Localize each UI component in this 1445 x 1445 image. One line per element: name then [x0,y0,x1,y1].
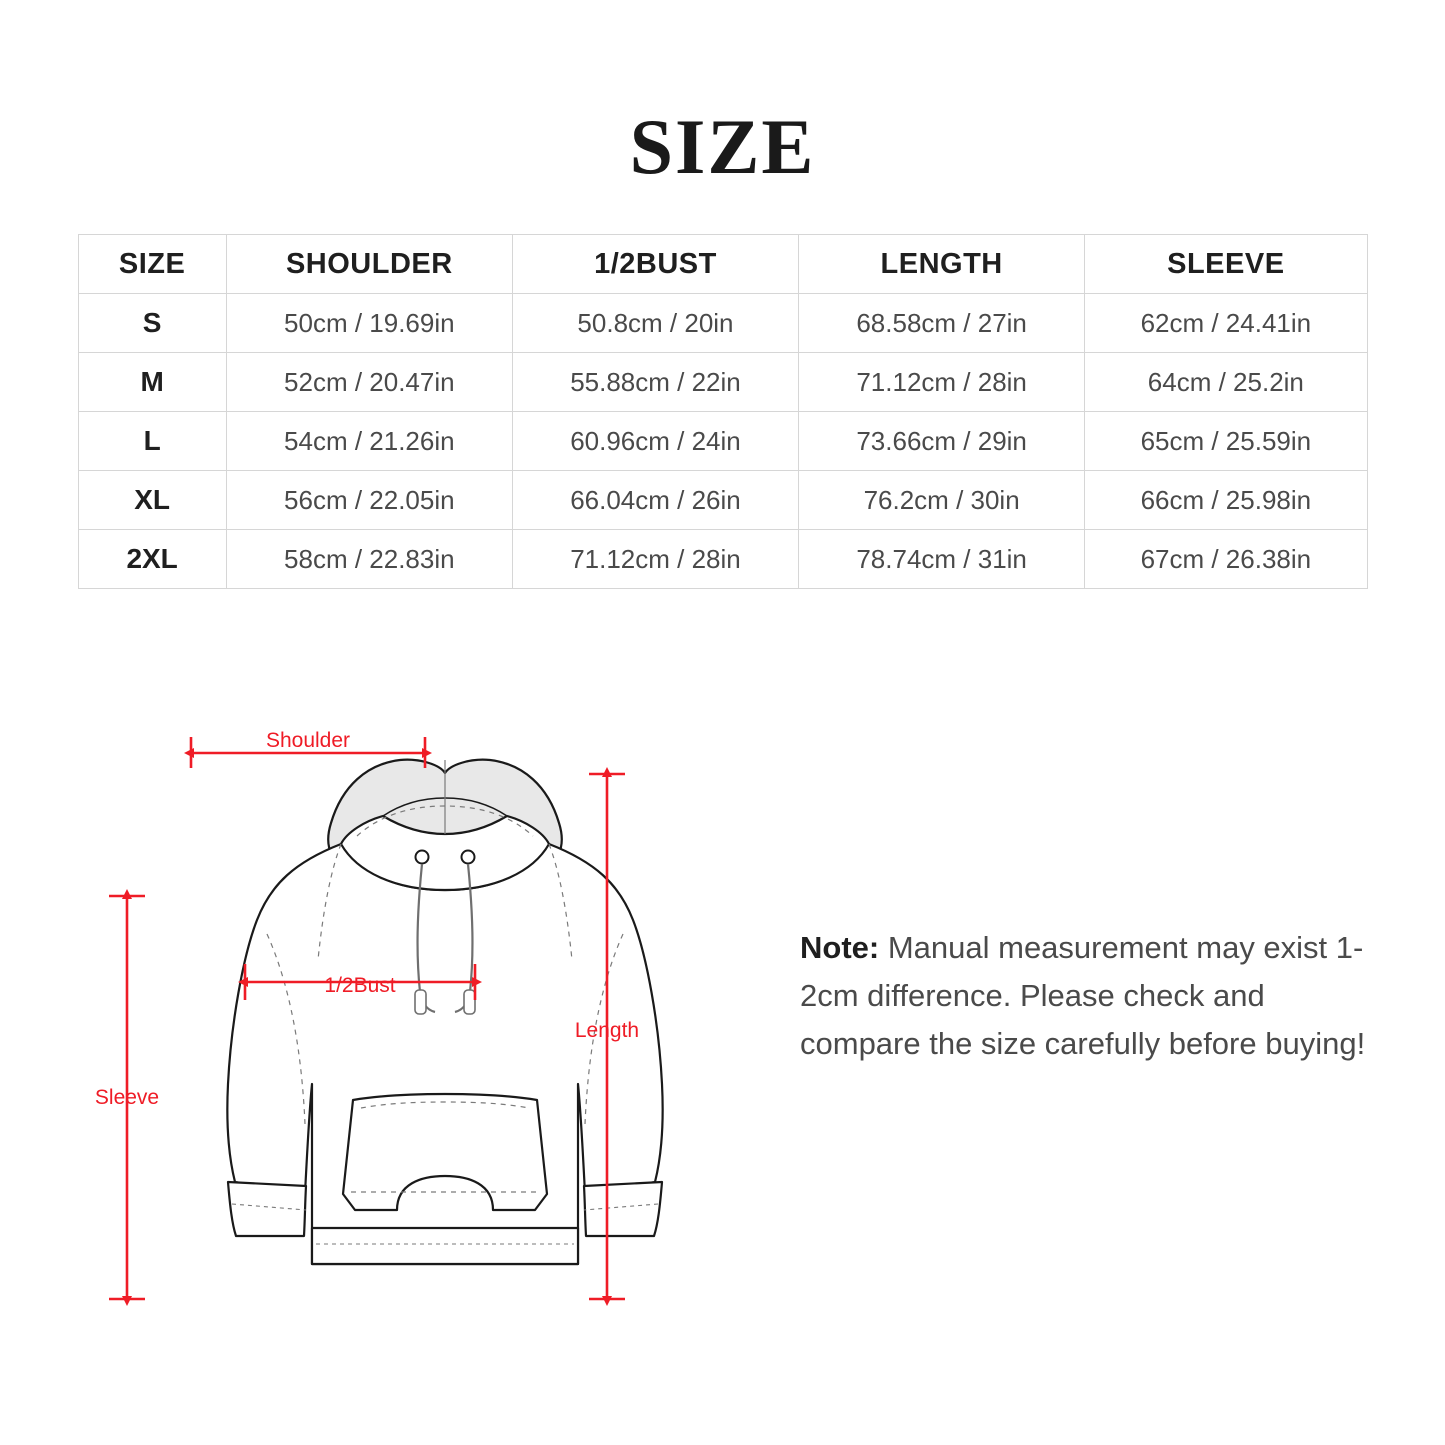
cell-size: XL [78,471,226,530]
cell-bust: 50.8cm / 20in [512,294,798,353]
size-chart-table [78,234,1368,589]
page-title: SIZE [629,103,816,190]
column-header-shoulder: SHOULDER [226,235,512,294]
cell-size: M [78,353,226,412]
table-row [78,353,1367,412]
cell-shoulder: 58cm / 22.83in [226,530,512,589]
cell-shoulder: 52cm / 20.47in [226,353,512,412]
column-header-bust: 1/2BUST [512,235,798,294]
note-text: Manual measurement may exist 1-2cm difference. Please check and compare the size carefully before buying! [800,930,1366,1062]
cell-length: 68.58cm / 27in [799,294,1085,353]
column-header-size: SIZE [78,235,226,294]
cell-size: 2XL [78,530,226,589]
shoulder-label: Shoulder [265,729,351,752]
size-table-container [78,186,1368,589]
measurement-section [0,669,1445,1349]
cell-shoulder: 56cm / 22.05in [226,471,512,530]
cell-shoulder: 54cm / 21.26in [226,412,512,471]
cell-sleeve: 62cm / 24.41in [1085,294,1367,353]
table-row [78,412,1367,471]
cell-length: 73.66cm / 29in [799,412,1085,471]
bust-label: 1/2Bust [324,974,396,997]
cell-length: 78.74cm / 31in [799,530,1085,589]
cell-sleeve: 64cm / 25.2in [1085,353,1367,412]
cell-bust: 66.04cm / 26in [512,471,798,530]
cell-length: 71.12cm / 28in [799,353,1085,412]
length-label: Length [574,1019,640,1042]
cell-sleeve: 67cm / 26.38in [1085,530,1367,589]
column-header-sleeve: SLEEVE [1085,235,1367,294]
cell-sleeve: 65cm / 25.59in [1085,412,1367,471]
table-header-row [78,235,1367,294]
note-label: Note: [800,930,880,965]
cell-sleeve: 66cm / 25.98in [1085,471,1367,530]
table-row [78,471,1367,530]
column-header-length: LENGTH [799,235,1085,294]
sleeve-label: Sleeve [95,1086,160,1109]
cell-bust: 55.88cm / 22in [512,353,798,412]
table-row [78,530,1367,589]
cell-shoulder: 50cm / 19.69in [226,294,512,353]
hoodie-measurement-diagram [95,724,795,1344]
cell-size: L [78,412,226,471]
cell-size: S [78,294,226,353]
cell-length: 76.2cm / 30in [799,471,1085,530]
hoodie-illustration [227,760,662,1264]
measurement-note [800,924,1370,1068]
cell-bust: 71.12cm / 28in [512,530,798,589]
table-row [78,294,1367,353]
cell-bust: 60.96cm / 24in [512,412,798,471]
